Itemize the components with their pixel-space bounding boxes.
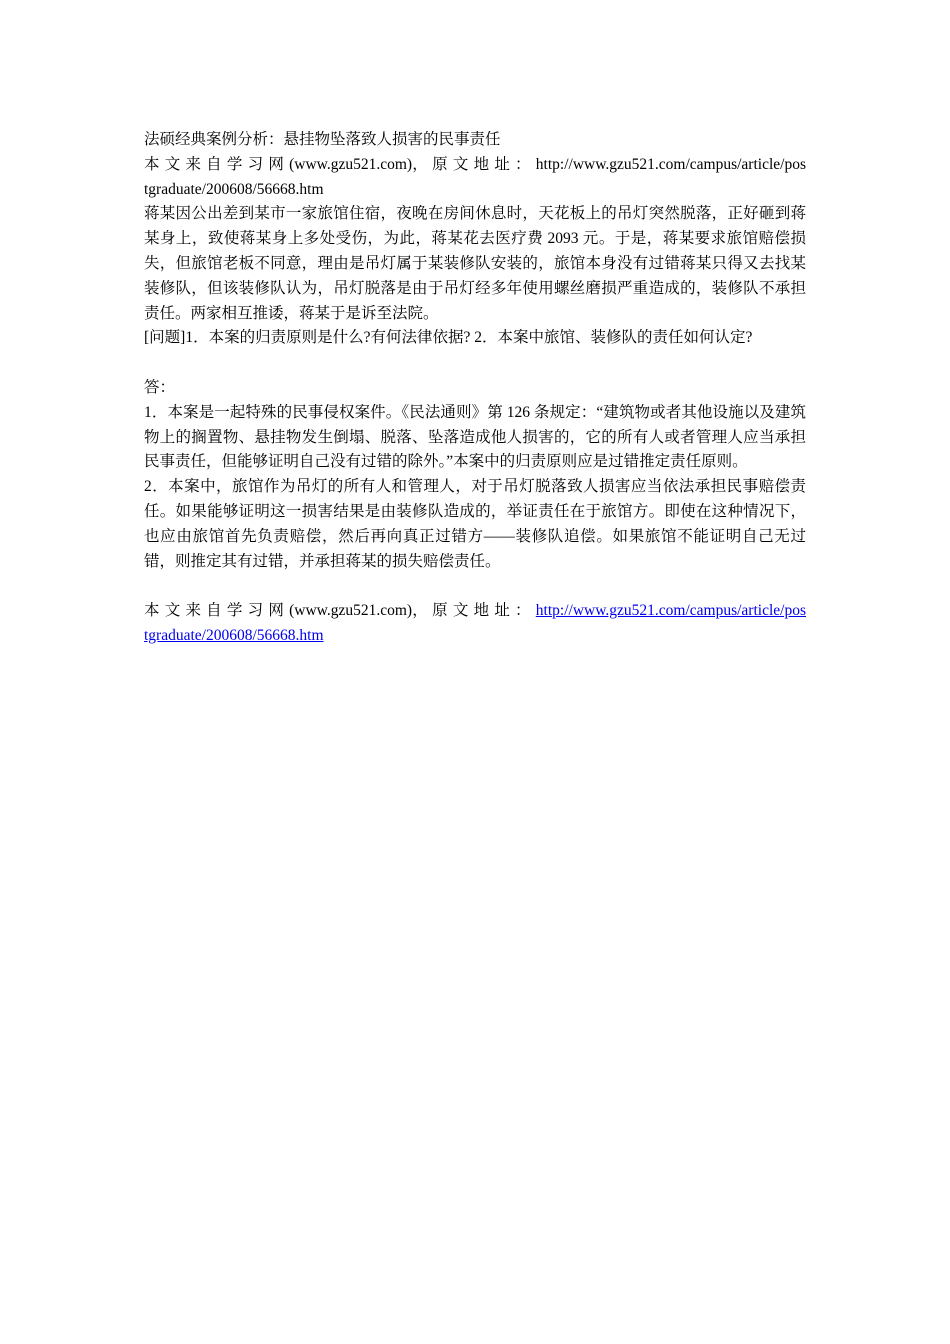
answer-1-paragraph: 1．本案是一起特殊的民事侵权案件。《民法通则》第 126 条规定：“建筑物或者其他设施以及建筑物上的搁置物、悬挂物发生倒塌、脱落、坠落造成他人损害的，它的所有人或者管理人应当承担民事责任，但能够证明自己没有过错的除外。”本案中的归责原则应是过错推定责任原则。 [144,403,806,471]
source-url-text: http://www.gzu521.com/campus/article/postgraduate/200608/56668.htm [144,155,806,198]
blank-line [144,351,806,376]
source-prefix: 本文来自学习网 [144,155,290,173]
document-title: 法硕经典案例分析：悬挂物坠落致人损害的民事责任 [144,131,501,148]
question-paragraph: [问题]1．本案的归责原则是什么?有何法律依据? 2．本案中旅馆、装修队的责任如何认定? [144,329,753,347]
footer-source-link[interactable]: http://www.gzu521.com/campus/article/postgraduate/200608/56668.htm [144,602,806,644]
source-line [144,153,806,203]
footer-site: (www.gzu521.com)， [289,602,429,620]
document-body [144,128,806,649]
footer-source-line [144,599,806,649]
source-label: 原文地址： [432,155,536,173]
blank-line [144,574,806,599]
footer-prefix: 本文来自学习网 [144,602,290,620]
source-site: (www.gzu521.com)， [289,155,429,173]
footer-label: 原文地址： [432,602,536,620]
answer-2-paragraph: 2．本案中，旅馆作为吊灯的所有人和管理人，对于吊灯脱落致人损害应当依法承担民事赔偿责任。如果能够证明这一损害结果是由装修队造成的，举证责任在于旅馆方。即使在这种情况下，也应由旅馆首先负责赔偿，然后再向真正过错方——装修队追偿。如果旅馆不能证明自己无过错，则推定其有过错，并承担蒋某的损失赔偿责任。 [144,478,806,570]
case-paragraph: 蒋某因公出差到某市一家旅馆住宿，夜晚在房间休息时，天花板上的吊灯突然脱落，正好砸到蒋某身上，致使蒋某身上多处受伤，为此，蒋某花去医疗费 2093 元。于是，蒋某要求旅馆赔偿损失，但旅馆老板不同意，理由是吊灯属于某装修队安装的，旅馆本身没有过错蒋某只得又去找某装修队，但该装修队认为，吊灯脱落是由于吊灯经多年使用螺丝磨损严重造成的，装修队不承担责任。两家相互推诿，蒋某于是诉至法院。 [144,205,806,322]
answer-label: 答： [144,378,176,396]
